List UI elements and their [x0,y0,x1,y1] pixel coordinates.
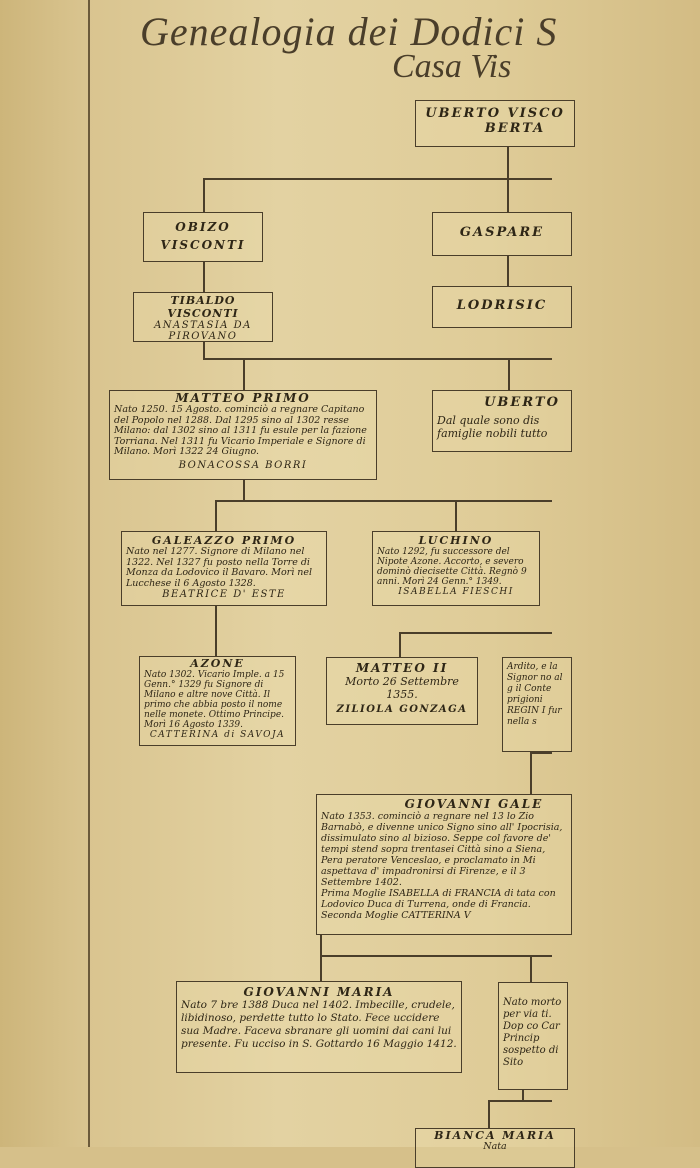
biography-text: Nato 1353. cominciò a regnare nel 13 lo Zio Barnabò, e divenne unico Signo sino all' Ipocrisia, dissimulato sino al bizioso. Seppe col favore de' tempi stend sopra trentasei Città sino a Siena, Pera peratore Venceslao, e proclamato in Mi aspettava d' impadronirsi di Firenze, e il 3 Settembre 1402. [321,811,563,888]
connector-line [530,955,532,982]
connector-line [215,500,552,502]
person-name: UBERTO VISCO [425,106,565,121]
connector-line [203,342,205,358]
spouse-name: BERTA [484,121,546,136]
connector-line [488,1100,552,1102]
connector-line [203,262,205,292]
person-name: TIBALDO VISCONTI [167,294,239,320]
person-matteo-primo [109,390,377,480]
person-name: LODRISIC [456,298,548,313]
person-gaspare [432,212,572,256]
biography-text: Nato 1250. 15 Agosto. cominciò a regnare Capitano del Popolo nel 1288. Dal 1295 sino al 1302 resse Milano: dal 1302 sino al 1311 fu esule per la fazione Torriana. Nel 1311 fu Vicario Imperiale e Signore di Milano. Morì 1322 24 Giugno. [114,404,367,457]
biography-text: Dal quale sono dis famiglie nobili tutto [437,414,548,440]
person-name-line-2: VISCONTI [160,238,246,252]
person-name: GASPARE [459,225,545,240]
person-azone [139,656,296,746]
person-galeazzo-primo [121,531,327,606]
person-name: GIOVANNI MARIA [243,985,395,999]
connector-line [455,500,457,531]
spouse-name: CATTERINA di SAVOJA [149,730,286,740]
connector-line [530,752,532,794]
connector-line [530,752,552,754]
connector-line [488,1100,490,1128]
title-line-1: Genealogia dei Dodici S [140,9,558,54]
person-bianca-maria [415,1128,575,1168]
person-obizo-visconti [143,212,263,262]
connector-line [203,358,552,360]
person-lodrisio [432,286,572,328]
connector-line [507,147,509,179]
connector-line [203,178,205,212]
connector-line [507,256,509,286]
person-name: GALEAZZO PRIMO [151,534,297,547]
connector-line [243,480,245,500]
connector-line [507,178,509,212]
person-name: MATTEO PRIMO [175,391,311,405]
connector-line [215,606,217,656]
person-matteo-secondo [326,657,478,725]
person-uberto-visconti [415,100,575,147]
person-name: UBERTO [484,395,560,410]
spouse-name-line-2: PIROVANO [168,331,238,342]
biography-text: Ardito, e la Signor no al g il Conte prigioni REGIN I fur nella s [507,662,563,727]
connector-line [508,358,510,390]
biography-text: Nato 1302. Vicario Imple. a 15 Genn.° 1329 fu Signore di Milano e altre nove Città. Il primo che abbia posto il nome nelle monete. Ottimo Principe. Morì 16 Agosto 1339. [144,670,285,730]
connector-line [399,632,552,634]
connector-line [215,500,217,531]
biography-text: Morto 26 Settembre 1355. [345,675,459,701]
spouse-name: ZILIOLA GONZAGA [336,704,468,715]
spouse-name: ISABELLA FIESCHI [398,587,514,597]
person-name: MATTEO II [355,661,449,675]
person-giovanni-maria [176,981,462,1073]
connector-line [243,358,245,390]
connector-line [522,1090,524,1100]
spouse-name: BONACOSSA BORRI [178,459,308,471]
connector-line [203,178,552,180]
person-name: AZONE [190,657,245,670]
person-giovanni-galeazzo [316,794,572,935]
connector-line [399,632,401,657]
connector-line [320,935,322,981]
person-name: LUCHINO [418,534,494,547]
person-name: GIOVANNI GALE [404,797,544,811]
biography-text: Nato 7 bre 1388 Duca nel 1402. Imbecille, crudele, libidinoso, perdette tutto lo Stato. Fece uccidere sua Madre. Faceva sbranare gli uomini dai cani lui presente. Fu ucciso in S. Gottardo 16 Maggio 1412. [181,999,457,1050]
person-tibaldo-visconti [133,292,273,342]
connector-line [320,955,552,957]
person-luchino [372,531,540,606]
spouses-text: Prima Moglie ISABELLA di FRANCIA di tata con Lodovico Duca di Turrena, onde di Francia. Seconda Moglie CATTERINA V [321,888,556,921]
biography-text: Nato morto per via ti. Dop co Car Princip sospetto di Sito [503,997,562,1068]
biography-text: Nato 1292, fu successore del Nipote Azone. Accorto, e severo dominò diecisette Città. Regnò 9 anni. Morì 24 Genn.° 1349. [377,547,527,587]
title-line-2: Casa Vis [392,48,512,85]
person-name: BIANCA MARIA [434,1129,556,1142]
person-name: OBIZO [175,220,231,234]
spouse-name: ANASTASIA DA [154,320,252,331]
person-filippo-maria-partial [498,982,568,1090]
biography-text: Nata [483,1141,507,1152]
person-uberto-branch [432,390,572,452]
biography-text: Nato nel 1277. Signore di Milano nel 1322. Nel 1327 fu posto nella Torre di Monza da Lodovico il Bavaro. Morì nel Lucchese il 6 Agosto 1328. [126,546,313,589]
spouse-name: BEATRICE D' ESTE [162,589,286,600]
person-bernabo-partial [502,657,572,752]
